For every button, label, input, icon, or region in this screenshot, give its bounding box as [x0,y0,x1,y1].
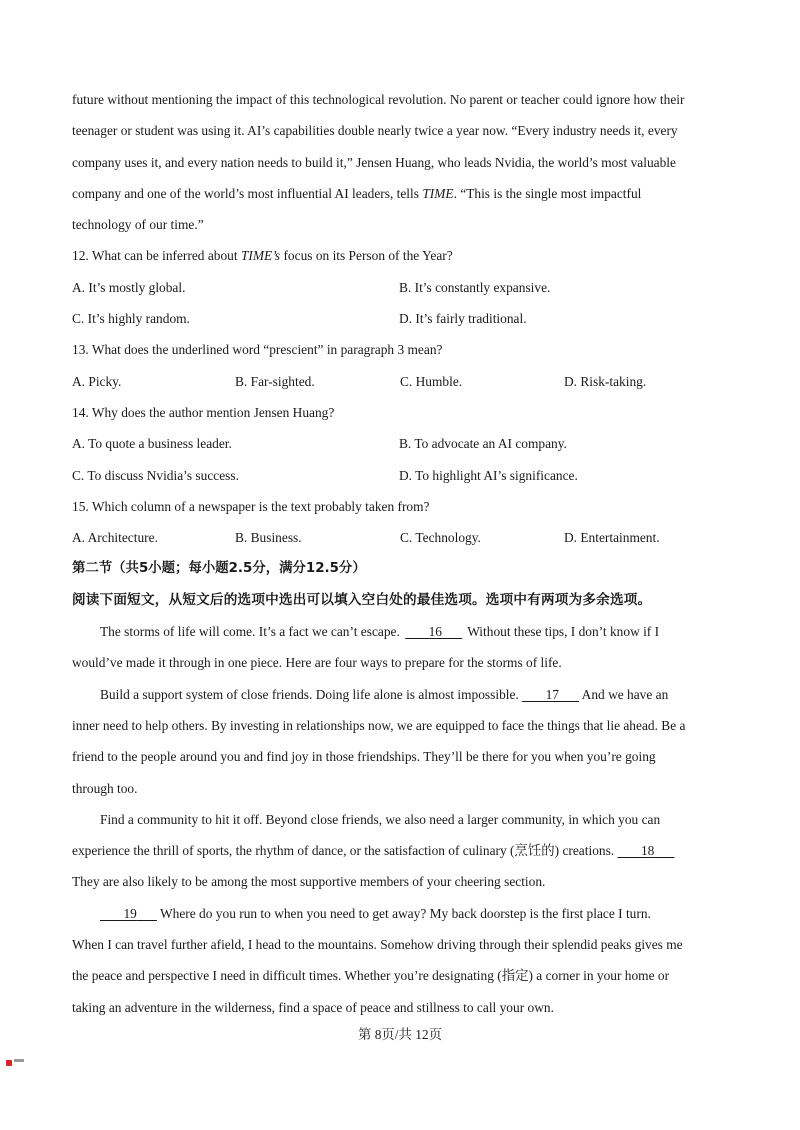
passage-line: The storms of life will come. It’s a fact we can’t escape. 16 Without these tips, I don’t know if I [72,616,732,647]
question-14: 14. Why does the author mention Jensen Huang? [72,404,335,420]
intro-line-4: company and one of the world’s most influential AI leaders, tells TIME. “This is the single most impactful [72,185,642,201]
question-13: 13. What does the underlined word “prescient” in paragraph 3 mean? [72,342,443,358]
blank-19[interactable]: 19 [123,905,137,921]
passage-line: taking an adventure in the wilderness, find a space of peace and stillness to call your own. [72,999,554,1015]
scanner-mark-bar [14,1059,24,1062]
passage-line: Find a community to hit it off. Beyond close friends, we also need a larger community, in which you can [100,811,661,827]
passage-line: inner need to help others. By investing in relationships now, we are equipped to face the things that lie ahead. Be a [72,717,686,733]
q12-option-b[interactable]: B. It’s constantly expansive. [399,279,551,295]
q12-option-a[interactable]: A. It’s mostly global. [72,279,186,295]
q14-option-a[interactable]: A. To quote a business leader. [72,436,232,452]
q12-options-row-2 [72,303,732,334]
q14-option-b[interactable]: B. To advocate an AI company. [399,436,567,452]
q13-option-a[interactable]: A. Picky. [72,373,122,389]
intro-line-2: teenager or student was using it. AI’s capabilities double nearly twice a year now. “Every industry needs it, every [72,123,678,139]
magazine-name: TIME [422,185,454,201]
q13-option-d[interactable]: D. Risk-taking. [564,373,647,389]
section-heading: 第二节（共5小题；每小题2.5分，满分12.5分） [72,561,366,577]
passage-line: 19 Where do you run to when you need to get away? My back doorstep is the first place I turn. [72,898,732,929]
q14-options-row-2 [72,460,732,491]
passage-line: would’ve made it through in one piece. Here are four ways to prepare for the storms of life. [72,655,562,671]
intro-line-1: future without mentioning the impact of this technological revolution. No parent or teacher could ignore how their [72,92,685,107]
passage-line: Build a support system of close friends. Doing life alone is almost impossible. 17 And we have an [72,679,732,710]
q13-option-b[interactable]: B. Far-sighted. [235,373,315,389]
q12-options-row-1 [72,272,732,303]
q15-option-d[interactable]: D. Entertainment. [564,530,660,546]
q13-option-c[interactable]: C. Humble. [400,373,463,389]
question-15: 15. Which column of a newspaper is the text probably taken from? [72,498,430,514]
q12-option-c[interactable]: C. It’s highly random. [72,311,190,327]
q14-option-c[interactable]: C. To discuss Nvidia’s success. [72,467,239,483]
q12-option-d[interactable]: D. It’s fairly traditional. [399,311,527,327]
q15-option-a[interactable]: A. Architecture. [72,530,158,546]
intro-line-3: company uses it, and every nation needs to build it,” Jensen Huang, who leads Nvidia, the world’s most valuable [72,154,676,170]
passage-line: When I can travel further afield, I head to the mountains. Somehow driving through their splendid peaks gives me [72,937,683,953]
passage-line: They are also likely to be among the most supportive members of your cheering section. [72,874,546,890]
page-number: 第 8页/共 12页 [357,1027,443,1042]
q15-option-c[interactable]: C. Technology. [400,530,481,546]
q15-options [72,522,732,553]
blank-16[interactable]: 16 [428,624,442,640]
blank-17[interactable]: 17 [545,686,559,702]
blank-18[interactable]: 18 [640,843,655,859]
q14-options-row-1 [72,428,732,459]
q13-options [72,366,732,397]
exam-page [72,84,732,1023]
scanner-mark-icon [6,1060,12,1066]
section-instruction: 阅读下面短文，从短文后的选项中选出可以填入空白处的最佳选项。选项中有两项为多余选项。 [72,591,652,608]
question-12: 12. What can be inferred about TIME’s focus on its Person of the Year? [72,248,453,264]
intro-line-5: technology of our time.” [72,217,204,233]
passage-line: friend to the people around you and find joy in those friendships. They’ll be there for you when you’re going [72,749,656,765]
passage-line: through too. [72,780,138,796]
passage-line: the peace and perspective I need in difficult times. Whether you’re designating (指定) a corner in your home or [72,968,670,984]
passage-line: experience the thrill of sports, the rhythm of dance, or the satisfaction of culinary (烹饪的) creations. 18 [72,835,732,866]
q15-option-b[interactable]: B. Business. [235,530,302,546]
q14-option-d[interactable]: D. To highlight AI’s significance. [399,467,578,483]
